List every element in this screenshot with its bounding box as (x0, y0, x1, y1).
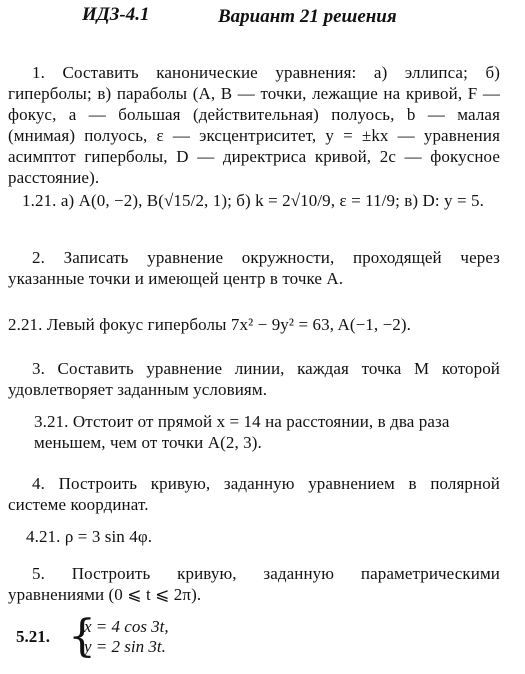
variant-3-text: 3.21. Отстоит от прямой x = 14 на расстоянии, в два раза меньшем, чем от точки A(2, 3). (34, 412, 450, 452)
system-brace: { (68, 611, 96, 662)
variant-2-text: 2.21. Левый фокус гиперболы 7x² − 9y² = 63, A(−1, −2). (8, 315, 411, 334)
task-4-text: 4. Построить кривую, заданную уравнением в полярной системе координат. (8, 474, 500, 514)
variant-5-equation-x: x = 4 cos 3t, (84, 617, 169, 636)
variant-4-text: 4.21. ρ = 3 sin 4φ. (26, 527, 153, 546)
variant-5-number: 5.21. (16, 627, 50, 646)
variant-heading: Вариант 21 решения (218, 6, 397, 27)
task-5-text: 5. Построить кривую, заданную параметрическими уравнениями (0 ⩽ t ⩽ 2π). (8, 564, 500, 604)
document-title: ИДЗ-4.1 (82, 4, 150, 25)
variant-5-equation-y: y = 2 sin 3t. (84, 637, 166, 656)
task-3-text: 3. Составить уравнение линии, каждая точка M которой удовлетворяет заданным условиям. (8, 359, 500, 399)
task-2-text: 2. Записать уравнение окружности, проходящей через указанные точки и имеющей центр в точке A. (8, 248, 500, 288)
task-1-text: 1. Составить канонические уравнения: а) эллипса; б) гиперболы; в) параболы (A, B — точки, лежащие на кривой, F — фокус, a — большая (действительная) полуось, b — малая (мнимая) полуось, ε — эксцентриситет, y = ±kx — уравнения асимптот гиперболы, D — директриса кривой, 2c — фокусное расстояние). (8, 63, 500, 187)
variant-1-text: 1.21. а) A(0, −2), B(√15/2, 1); б) k = 2√10/9, ε = 11/9; в) D: y = 5. (22, 191, 484, 210)
